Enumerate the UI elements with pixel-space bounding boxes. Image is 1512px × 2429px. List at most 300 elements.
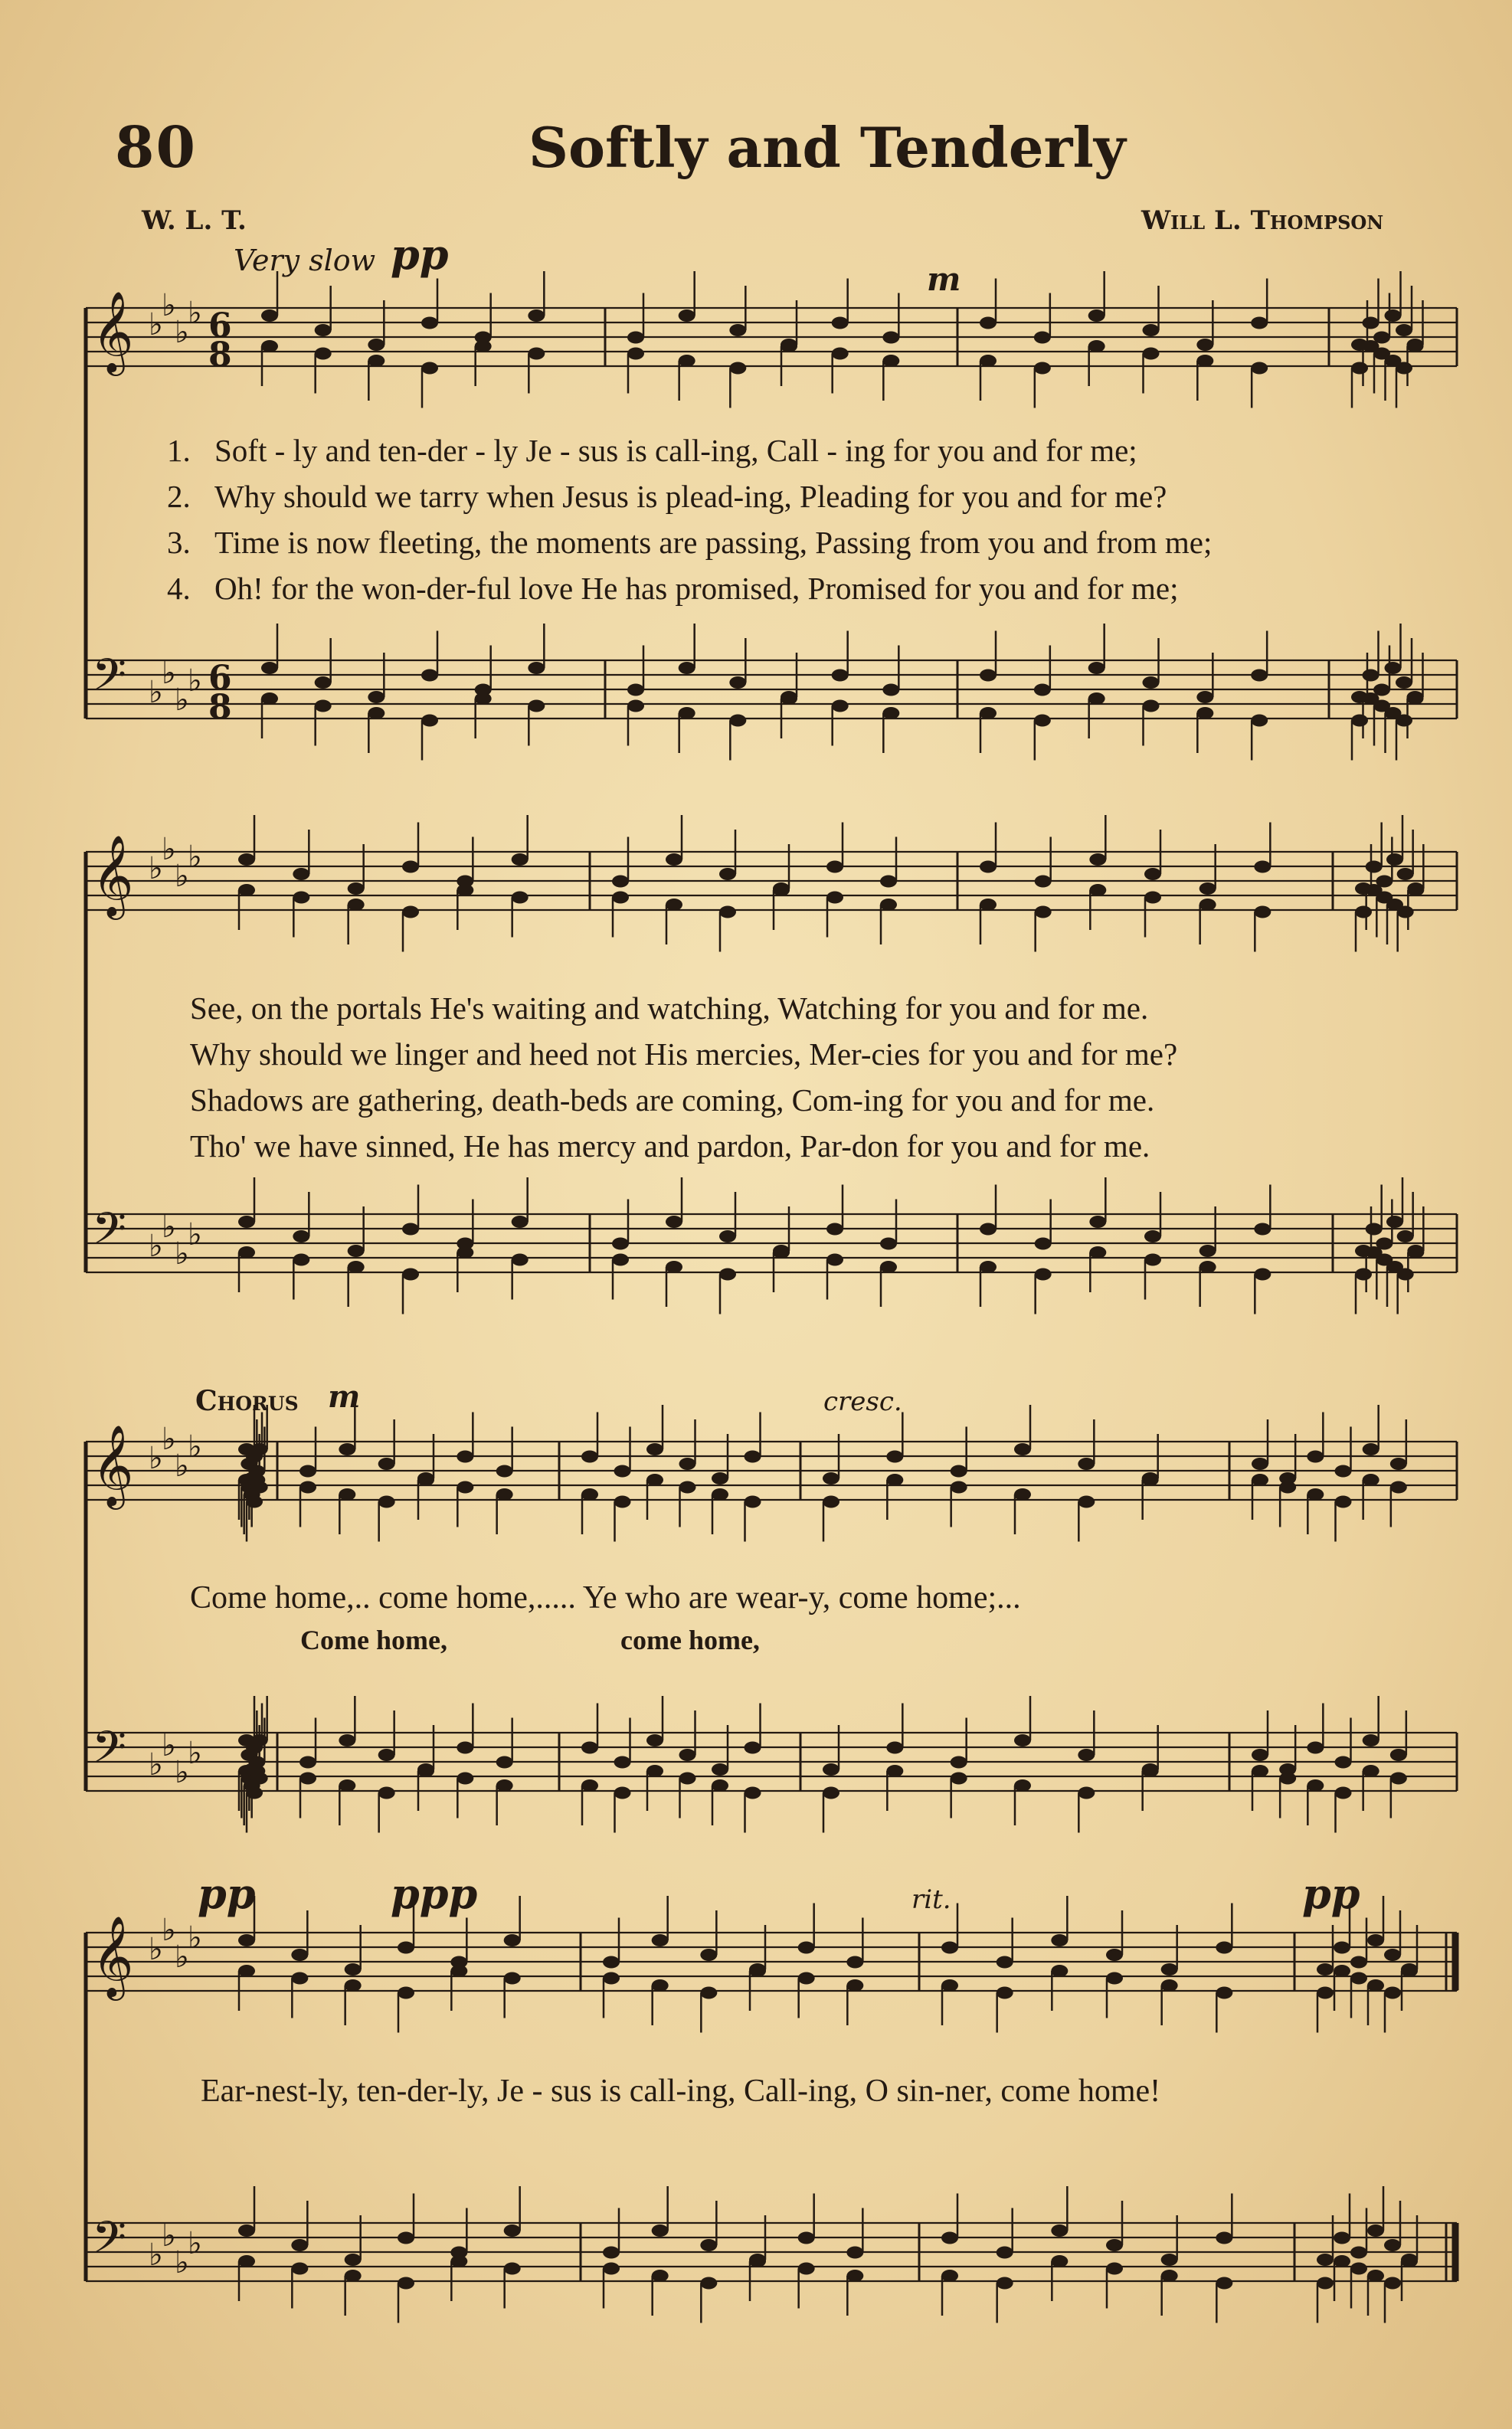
note-head xyxy=(1396,362,1412,375)
note-head xyxy=(1143,676,1160,689)
note-head xyxy=(1014,1488,1031,1501)
note-head xyxy=(1196,339,1213,351)
lyric-line: 4. Oh! for the won-der-ful love He has promised, Promised for you and for me; xyxy=(167,571,1179,606)
note-head xyxy=(719,868,736,880)
note-head xyxy=(1142,1474,1159,1486)
dynamic-ppp: ppp xyxy=(391,1869,478,1918)
note-head xyxy=(1317,1963,1334,1976)
flat-sign: ♭ xyxy=(175,1449,189,1484)
note-head xyxy=(679,309,695,322)
note-head xyxy=(348,1261,365,1273)
note-head xyxy=(712,1779,728,1792)
note-head xyxy=(368,691,385,703)
note-head xyxy=(951,1481,967,1494)
treble-clef: 𝄞 xyxy=(92,1424,134,1506)
note-head xyxy=(368,355,385,367)
note-head xyxy=(1363,1443,1379,1455)
note-head xyxy=(345,2254,362,2266)
note-head xyxy=(339,1488,355,1501)
note-head xyxy=(291,2239,308,2251)
note-head xyxy=(1014,1779,1031,1792)
note-head xyxy=(315,700,332,712)
note-head xyxy=(781,692,797,705)
note-head xyxy=(846,1956,863,1969)
note-head xyxy=(1106,2239,1123,2251)
note-head xyxy=(1317,1987,1334,1999)
note-head xyxy=(826,861,843,873)
note-head xyxy=(679,1481,696,1494)
note-head xyxy=(729,324,746,336)
note-head xyxy=(1279,1481,1296,1494)
note-head xyxy=(1397,868,1414,880)
note-head xyxy=(882,684,899,696)
note-head xyxy=(627,700,644,712)
note-head xyxy=(421,362,438,375)
note-head xyxy=(719,1230,736,1242)
note-head xyxy=(1307,1488,1324,1501)
note-head xyxy=(291,1949,308,1961)
note-head xyxy=(882,355,899,367)
note-head xyxy=(1335,1496,1352,1508)
note-head xyxy=(614,1496,631,1508)
lyric-line: Why should we linger and heed not His mercies, Mer-cies for you and for me? xyxy=(190,1036,1178,1072)
flat-sign: ♭ xyxy=(162,1210,176,1245)
note-head xyxy=(512,853,529,866)
note-head xyxy=(421,715,438,727)
note-head xyxy=(1035,906,1052,918)
flat-sign: ♭ xyxy=(162,656,176,691)
note-head xyxy=(941,1979,958,1992)
note-head xyxy=(1367,1934,1384,1946)
note-head xyxy=(1051,2255,1068,2267)
note-head xyxy=(1397,1269,1414,1281)
note-head xyxy=(528,309,545,322)
final-dynamic-pp: pp xyxy=(198,1869,256,1918)
note-head xyxy=(882,707,899,719)
note-head xyxy=(1386,853,1403,866)
note-head xyxy=(1088,692,1105,705)
note-head xyxy=(1199,899,1216,911)
note-head xyxy=(1161,1963,1178,1976)
treble-clef: 𝄞 xyxy=(92,1915,134,1997)
flat-sign: ♭ xyxy=(188,1920,202,1956)
note-head xyxy=(402,861,419,873)
note-head xyxy=(1196,691,1213,703)
note-head xyxy=(402,1269,419,1281)
bass-clef: 𝄢 xyxy=(92,1203,127,1265)
note-head xyxy=(646,1443,663,1455)
note-head xyxy=(1407,884,1424,896)
flat-sign: ♭ xyxy=(149,851,163,886)
note-head xyxy=(980,1261,997,1273)
note-head xyxy=(1384,2277,1401,2290)
note-head xyxy=(1279,1773,1296,1785)
note-head xyxy=(603,2247,620,2259)
time-signature-top: 6 xyxy=(208,659,232,698)
composer-credit: Will L. Thompson xyxy=(1141,205,1384,236)
bass-clef: 𝄢 xyxy=(92,2211,127,2274)
time-signature-top: 6 xyxy=(208,306,232,345)
flat-sign: ♭ xyxy=(149,675,163,710)
note-head xyxy=(614,1756,631,1769)
verse-lyrics-part1 xyxy=(167,427,1212,611)
note-head xyxy=(1144,1254,1161,1266)
note-head xyxy=(700,1987,717,1999)
note-head xyxy=(457,1773,473,1785)
note-head xyxy=(798,1942,815,1954)
note-head xyxy=(1199,1261,1216,1273)
note-head xyxy=(832,669,849,682)
note-head xyxy=(512,1254,529,1266)
note-head xyxy=(679,1773,696,1785)
note-head xyxy=(261,340,278,352)
note-head xyxy=(1307,1779,1324,1792)
note-head xyxy=(846,1979,863,1992)
note-head xyxy=(997,1987,1013,1999)
note-head xyxy=(997,2247,1013,2259)
note-head xyxy=(348,1245,365,1257)
bass-clef: 𝄢 xyxy=(92,1721,127,1784)
note-head xyxy=(666,1216,682,1228)
note-head xyxy=(398,1987,414,1999)
note-head xyxy=(832,700,849,712)
flat-sign: ♭ xyxy=(188,1736,202,1771)
note-head xyxy=(450,2255,467,2267)
note-head xyxy=(886,1451,903,1463)
note-head xyxy=(291,2263,308,2275)
note-head xyxy=(1334,2255,1350,2267)
note-head xyxy=(1317,2254,1334,2266)
note-head xyxy=(1254,906,1271,918)
note-head xyxy=(348,882,365,895)
note-head xyxy=(1143,348,1160,360)
note-head xyxy=(1144,868,1161,880)
note-head xyxy=(1252,1474,1268,1486)
note-head xyxy=(1376,1238,1393,1250)
note-head xyxy=(450,1965,467,1977)
note-head xyxy=(345,1963,362,1976)
note-head xyxy=(1035,876,1052,888)
note-head xyxy=(798,2232,815,2244)
lyricist-credit: W. L. T. xyxy=(142,205,247,236)
note-head xyxy=(880,1261,897,1273)
note-head xyxy=(1143,324,1160,336)
note-head xyxy=(1078,1458,1095,1470)
note-head xyxy=(798,1972,815,1985)
note-head xyxy=(475,340,492,352)
dynamic-m: m xyxy=(927,260,961,298)
note-head xyxy=(1196,355,1213,367)
note-head xyxy=(1385,662,1402,674)
note-head xyxy=(1307,1742,1324,1754)
note-head xyxy=(886,1742,903,1754)
treble-clef: 𝄞 xyxy=(92,834,134,916)
lyric-line: 2. Why should we tarry when Jesus is plead-ing, Pleading for you and for me? xyxy=(167,479,1167,514)
note-head xyxy=(345,2270,362,2282)
note-head xyxy=(496,1779,513,1792)
note-head xyxy=(980,707,997,719)
note-head xyxy=(1144,892,1161,904)
note-head xyxy=(1350,2263,1367,2275)
note-head xyxy=(1089,853,1106,866)
note-head xyxy=(1363,317,1379,329)
note-head xyxy=(729,676,746,689)
note-head xyxy=(679,707,695,719)
note-head xyxy=(238,884,255,896)
note-head xyxy=(781,340,797,352)
note-head xyxy=(997,1956,1013,1969)
flat-sign: ♭ xyxy=(188,663,202,699)
note-head xyxy=(612,892,629,904)
note-head xyxy=(1390,1749,1407,1761)
note-head xyxy=(348,899,365,911)
note-head xyxy=(1142,1765,1159,1777)
note-head xyxy=(627,332,644,344)
note-head xyxy=(652,1934,669,1946)
note-head xyxy=(1088,340,1105,352)
note-head xyxy=(1351,362,1368,375)
note-head xyxy=(1252,1458,1268,1470)
flat-sign: ♭ xyxy=(175,1755,189,1790)
note-head xyxy=(1144,1230,1161,1242)
note-head xyxy=(614,1465,631,1478)
note-head xyxy=(504,2224,521,2237)
note-head xyxy=(1363,669,1379,682)
note-head xyxy=(980,669,997,682)
note-head xyxy=(1350,1972,1367,1985)
note-head xyxy=(745,1742,761,1754)
note-head xyxy=(712,1472,728,1485)
note-head xyxy=(1089,884,1106,896)
note-head xyxy=(646,1734,663,1746)
note-head xyxy=(823,1472,839,1485)
note-head xyxy=(614,1787,631,1799)
note-head xyxy=(603,2263,620,2275)
note-head xyxy=(315,324,332,336)
note-head xyxy=(1252,1749,1268,1761)
note-head xyxy=(1386,1216,1403,1228)
note-head xyxy=(1106,2263,1123,2275)
flat-sign: ♭ xyxy=(175,315,189,350)
note-head xyxy=(1390,1773,1407,1785)
note-head xyxy=(1401,1965,1418,1977)
note-head xyxy=(581,1779,598,1792)
note-head xyxy=(1199,1245,1216,1257)
note-head xyxy=(719,1269,736,1281)
lyric-line: 3. Time is now fleeting, the moments are passing, Passing from you and from me; xyxy=(167,525,1213,560)
note-head xyxy=(745,1496,761,1508)
note-head xyxy=(745,1451,761,1463)
note-head xyxy=(980,355,997,367)
note-head xyxy=(528,348,545,360)
note-head xyxy=(1335,1756,1352,1769)
note-head xyxy=(581,1742,598,1754)
note-head xyxy=(293,868,309,880)
note-head xyxy=(749,1965,766,1977)
note-head xyxy=(496,1465,513,1478)
note-head xyxy=(1366,861,1383,873)
note-head xyxy=(261,692,278,705)
note-head xyxy=(646,1765,663,1777)
flat-sign: ♭ xyxy=(162,1728,176,1763)
note-head xyxy=(291,1972,308,1985)
flat-sign: ♭ xyxy=(149,1229,163,1264)
note-head xyxy=(1078,1749,1095,1761)
note-head xyxy=(1051,2224,1068,2237)
note-head xyxy=(1367,2270,1384,2282)
note-head xyxy=(1251,317,1268,329)
note-head xyxy=(1396,715,1412,727)
note-head xyxy=(293,1254,309,1266)
note-head xyxy=(238,2224,255,2237)
note-head xyxy=(1335,1787,1352,1799)
note-head xyxy=(496,1756,513,1769)
note-head xyxy=(402,906,419,918)
note-head xyxy=(238,853,255,866)
note-head xyxy=(457,1481,473,1494)
note-head xyxy=(251,1773,268,1785)
note-head xyxy=(1390,1458,1407,1470)
note-head xyxy=(823,1787,839,1799)
note-head xyxy=(1407,340,1424,352)
note-head xyxy=(880,899,897,911)
note-head xyxy=(1397,906,1414,918)
note-head xyxy=(581,1488,598,1501)
chorus-lyric-line1: Come home,.. come home,..... Ye who are wear-y, come home;... xyxy=(190,1580,1021,1616)
note-head xyxy=(1014,1734,1031,1746)
time-signature-bottom: 8 xyxy=(208,336,232,375)
note-head xyxy=(832,348,849,360)
note-head xyxy=(1051,1934,1068,1946)
note-head xyxy=(1355,906,1372,918)
note-head xyxy=(1034,332,1051,344)
note-head xyxy=(679,355,695,367)
note-head xyxy=(679,1749,696,1761)
note-head xyxy=(612,1254,629,1266)
note-head xyxy=(603,1972,620,1985)
note-head xyxy=(1384,1949,1401,1961)
note-head xyxy=(251,1481,268,1494)
note-head xyxy=(1216,2232,1232,2244)
note-head xyxy=(1078,1496,1095,1508)
note-head xyxy=(504,2263,521,2275)
note-head xyxy=(261,662,278,674)
flat-sign: ♭ xyxy=(162,1913,176,1948)
page-number: 80 xyxy=(115,115,197,181)
note-head xyxy=(826,1223,843,1236)
note-head xyxy=(512,1216,529,1228)
note-head xyxy=(1014,1443,1031,1455)
note-head xyxy=(238,1934,255,1946)
note-head xyxy=(1089,1246,1106,1259)
tempo-marking: Very slow xyxy=(234,244,376,277)
note-head xyxy=(1199,882,1216,895)
note-head xyxy=(980,899,997,911)
note-head xyxy=(1334,2232,1350,2244)
note-head xyxy=(700,2239,717,2251)
note-head xyxy=(729,362,746,375)
note-head xyxy=(1216,1987,1232,1999)
note-head xyxy=(612,1238,629,1250)
flat-sign: ♭ xyxy=(149,1932,163,1967)
note-head xyxy=(826,1254,843,1266)
note-head xyxy=(679,662,695,674)
note-head xyxy=(941,2232,958,2244)
note-head xyxy=(398,2277,414,2290)
note-head xyxy=(1251,715,1268,727)
note-head xyxy=(1196,707,1213,719)
note-head xyxy=(997,2277,1013,2290)
flat-sign: ♭ xyxy=(162,2218,176,2254)
note-head xyxy=(652,2270,669,2282)
flat-sign: ♭ xyxy=(149,1441,163,1476)
note-head xyxy=(719,906,736,918)
note-head xyxy=(1363,1765,1379,1777)
note-head xyxy=(1089,1216,1106,1228)
note-head xyxy=(1035,1269,1052,1281)
note-head xyxy=(1397,1230,1414,1242)
note-head xyxy=(315,676,332,689)
flat-sign: ♭ xyxy=(149,1747,163,1782)
note-head xyxy=(1088,662,1105,674)
flat-sign: ♭ xyxy=(175,1236,189,1272)
note-head xyxy=(504,1934,521,1946)
note-head xyxy=(1366,1223,1383,1236)
note-head xyxy=(1254,1223,1271,1236)
note-head xyxy=(652,1979,669,1992)
note-head xyxy=(826,892,843,904)
note-head xyxy=(238,1965,255,1977)
note-head xyxy=(299,1465,316,1478)
note-head xyxy=(941,1942,958,1954)
note-head xyxy=(749,2255,766,2267)
note-head xyxy=(238,1216,255,1228)
treble-clef: 𝄞 xyxy=(92,290,134,372)
flat-sign: ♭ xyxy=(162,288,176,323)
note-head xyxy=(512,892,529,904)
flat-sign: ♭ xyxy=(175,2245,189,2280)
closing-dynamic-pp: pp xyxy=(1302,1869,1360,1918)
flat-sign: ♭ xyxy=(175,1940,189,1975)
note-head xyxy=(1350,1956,1367,1969)
note-head xyxy=(627,684,644,696)
note-head xyxy=(299,1481,316,1494)
note-head xyxy=(773,1246,790,1259)
dynamic-pp: pp xyxy=(391,230,449,279)
note-head xyxy=(457,1451,473,1463)
flat-sign: ♭ xyxy=(149,2237,163,2273)
flat-sign: ♭ xyxy=(188,296,202,331)
note-head xyxy=(1254,1269,1271,1281)
note-head xyxy=(1034,715,1051,727)
note-head xyxy=(1161,2270,1178,2282)
note-head xyxy=(528,662,545,674)
lyric-line: 1. Soft - ly and ten-der - ly Je - sus is call-ing, Call - ing for you and for me; xyxy=(167,433,1137,468)
note-head xyxy=(345,1979,362,1992)
note-head xyxy=(1251,669,1268,682)
note-head xyxy=(339,1779,355,1792)
note-head xyxy=(417,1765,434,1777)
flat-sign: ♭ xyxy=(188,840,202,875)
note-head xyxy=(886,1474,903,1486)
note-head xyxy=(339,1443,355,1455)
note-head xyxy=(1161,2254,1178,2266)
note-head xyxy=(504,1972,521,1985)
note-head xyxy=(1363,1474,1379,1486)
note-head xyxy=(457,884,473,896)
note-head xyxy=(1407,1246,1424,1259)
note-head xyxy=(238,1246,255,1259)
